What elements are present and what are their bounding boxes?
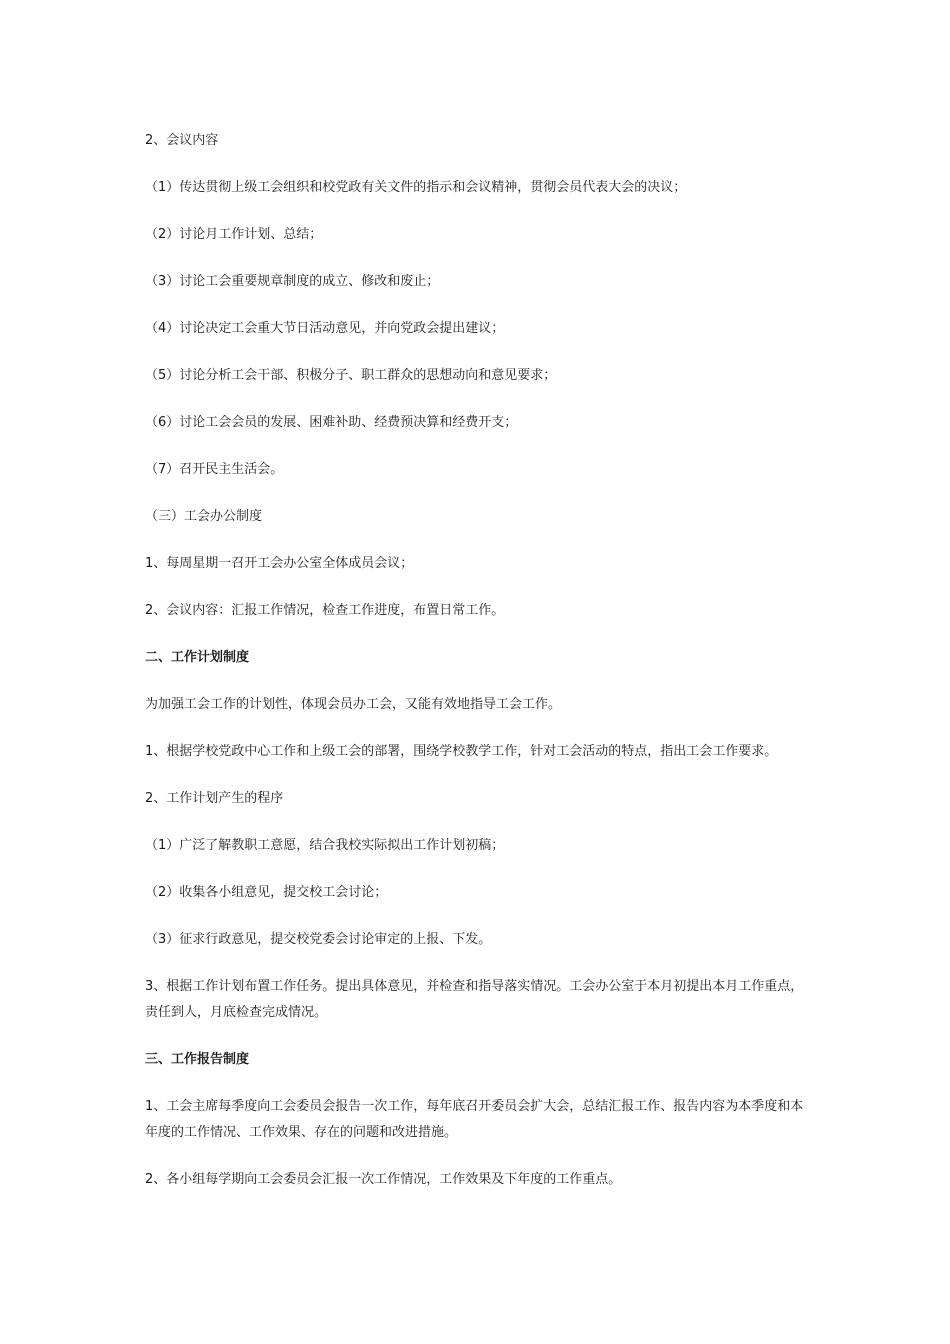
paragraph-report-1: 1、工会主席每季度向工会委员会报告一次工作，每年底召开委员会扩大会，总结汇报工作、报告内容为本季度和本年度的工作情况、工作效果、存在的问题和改进措施。 — [145, 1099, 804, 1140]
paragraph-item-3: （3）讨论工会重要规章制度的成立、修改和废止； — [145, 274, 440, 289]
paragraph-office-1: 1、每周星期一召开工会办公室全体成员会议； — [145, 556, 414, 571]
paragraph-item-4: （4）讨论决定工会重大节日活动意见，并向党政会提出建议； — [145, 321, 505, 336]
paragraph-plan-1: 1、根据学校党政中心工作和上级工会的部署，围绕学校教学工作，针对工会活动的特点，指出工会工作要求。 — [145, 744, 778, 759]
paragraph-plan-2-item-3: （3）征求行政意见，提交校党委会讨论审定的上报、下发。 — [145, 932, 492, 947]
paragraph-item-7: （7）召开民主生活会。 — [145, 462, 284, 477]
paragraph-plan-2: 2、工作计划产生的程序 — [145, 791, 284, 806]
paragraph-plan-2-item-2: （2）收集各小组意见，提交校工会讨论； — [145, 885, 388, 900]
paragraph-item-6: （6）讨论工会会员的发展、困难补助、经费预决算和经费开支； — [145, 415, 518, 430]
paragraph-plan-2-item-1: （1）广泛了解教职工意愿，结合我校实际拟出工作计划初稿； — [145, 838, 505, 853]
paragraph-item-1: （1）传达贯彻上级工会组织和校党政有关文件的指示和会议精神，贯彻会员代表大会的决议； — [145, 180, 687, 195]
paragraph-item-5: （5）讨论分析工会干部、积极分子、职工群众的思想动向和意见要求； — [145, 368, 557, 383]
document-body — [145, 128, 805, 1214]
subsection-heading-office-system: （三）工会办公制度 — [145, 509, 263, 524]
section-heading-work-plan: 二、工作计划制度 — [145, 650, 250, 665]
paragraph-report-2: 2、各小组每学期向工会委员会汇报一次工作情况，工作效果及下年度的工作重点。 — [145, 1172, 622, 1187]
paragraph-plan-intro: 为加强工会工作的计划性，体现会员办工会，又能有效地指导工会工作。 — [145, 697, 562, 712]
paragraph-plan-3: 3、根据工作计划布置工作任务。提出具体意见，并检查和指导落实情况。工会办公室于本月初提出本月工作重点，责任到人，月底检查完成情况。 — [145, 979, 804, 1020]
paragraph-item-2: （2）讨论月工作计划、总结； — [145, 227, 323, 242]
paragraph-meeting-content: 2、会议内容 — [145, 133, 219, 148]
paragraph-office-2: 2、会议内容：汇报工作情况，检查工作进度，布置日常工作。 — [145, 603, 505, 618]
section-heading-work-report: 三、工作报告制度 — [145, 1052, 250, 1067]
